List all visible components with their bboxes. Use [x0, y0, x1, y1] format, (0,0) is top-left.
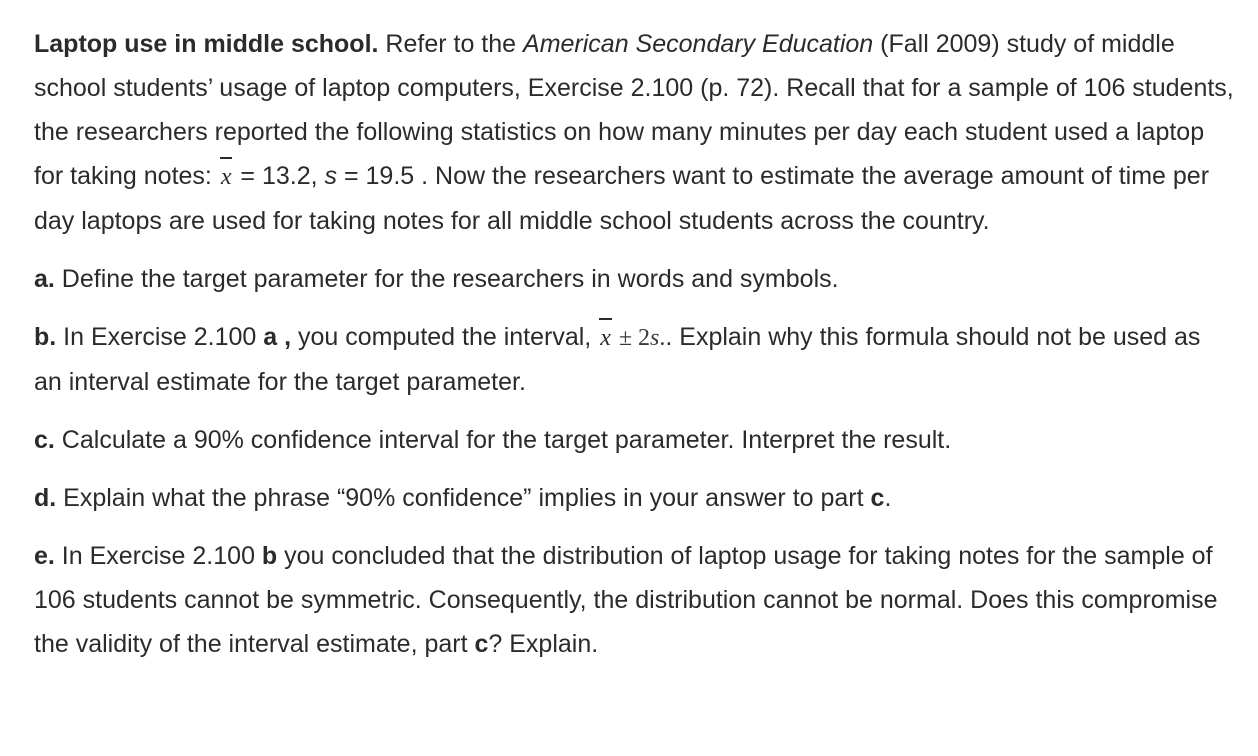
part-c: [34, 418, 1234, 462]
part-b-text-3: . Explain why this formula should not be used as an interval estimate for the target parameter.: [34, 323, 1201, 396]
formula-xbar: x: [598, 316, 613, 360]
part-b-text-2: you computed the interval,: [291, 323, 599, 351]
mean-value: = 13.2,: [233, 162, 325, 190]
part-a: [34, 257, 1234, 301]
xbar-symbol: x: [219, 155, 234, 199]
intro-text-1: Refer to the: [378, 30, 524, 58]
part-d-text-2: .: [884, 484, 892, 512]
part-d-text-1: Explain what the phrase “90% confidence” implies in your answer to part: [56, 484, 871, 512]
part-e-text-1: In Exercise 2.100: [54, 542, 262, 570]
exercise-intro: [34, 22, 1234, 243]
part-e-ref-2: c: [474, 630, 489, 658]
part-d-ref: c: [870, 484, 885, 512]
intro-text-3: . Now the researchers want to estimate the average amount of time per day laptops are used for taking notes for all middle school students across the country.: [34, 162, 1210, 235]
exercise-document: [34, 22, 1234, 680]
exercise-title: Laptop use in middle school.: [34, 30, 379, 58]
s-symbol: s: [324, 162, 338, 190]
formula-plus-minus: ± 2: [612, 325, 651, 351]
sd-value: = 19.5: [337, 162, 415, 190]
part-e-label: e.: [34, 542, 55, 570]
part-b-label: b.: [34, 323, 57, 351]
part-d-label: d.: [34, 484, 57, 512]
part-b-ref: a ,: [263, 323, 292, 351]
part-b-text-1: In Exercise 2.100: [56, 323, 264, 351]
part-e-text-2: you concluded that the distribution of laptop usage for taking notes for the sample of 106 students cannot be symmetric. Consequently, the distribution cannot be normal. Does this compromise the validity of the interval estimate, part: [34, 542, 1218, 658]
part-a-text: Define the target parameter for the researchers in words and symbols.: [54, 265, 839, 293]
part-e: [34, 534, 1234, 666]
part-b: [34, 315, 1234, 404]
intro-text-2: (Fall 2009) study of middle school students’ usage of laptop computers, Exercise 2.100 (p. 72). Recall that for a sample of 106 students, the researchers reported the following statistics on how many minutes per day each student used a laptop for taking notes:: [34, 30, 1234, 190]
formula-subscript-dot: .: [659, 325, 666, 351]
formula-s: s: [650, 325, 660, 351]
part-a-label: a.: [34, 265, 55, 293]
part-e-text-3: ? Explain.: [488, 630, 599, 658]
part-d: [34, 476, 1234, 520]
part-c-text: Calculate a 90% confidence interval for the target parameter. Interpret the result.: [54, 426, 952, 454]
journal-name: American Secondary Education: [523, 30, 874, 58]
part-c-label: c.: [34, 426, 55, 454]
part-e-ref-1: b: [261, 542, 278, 570]
